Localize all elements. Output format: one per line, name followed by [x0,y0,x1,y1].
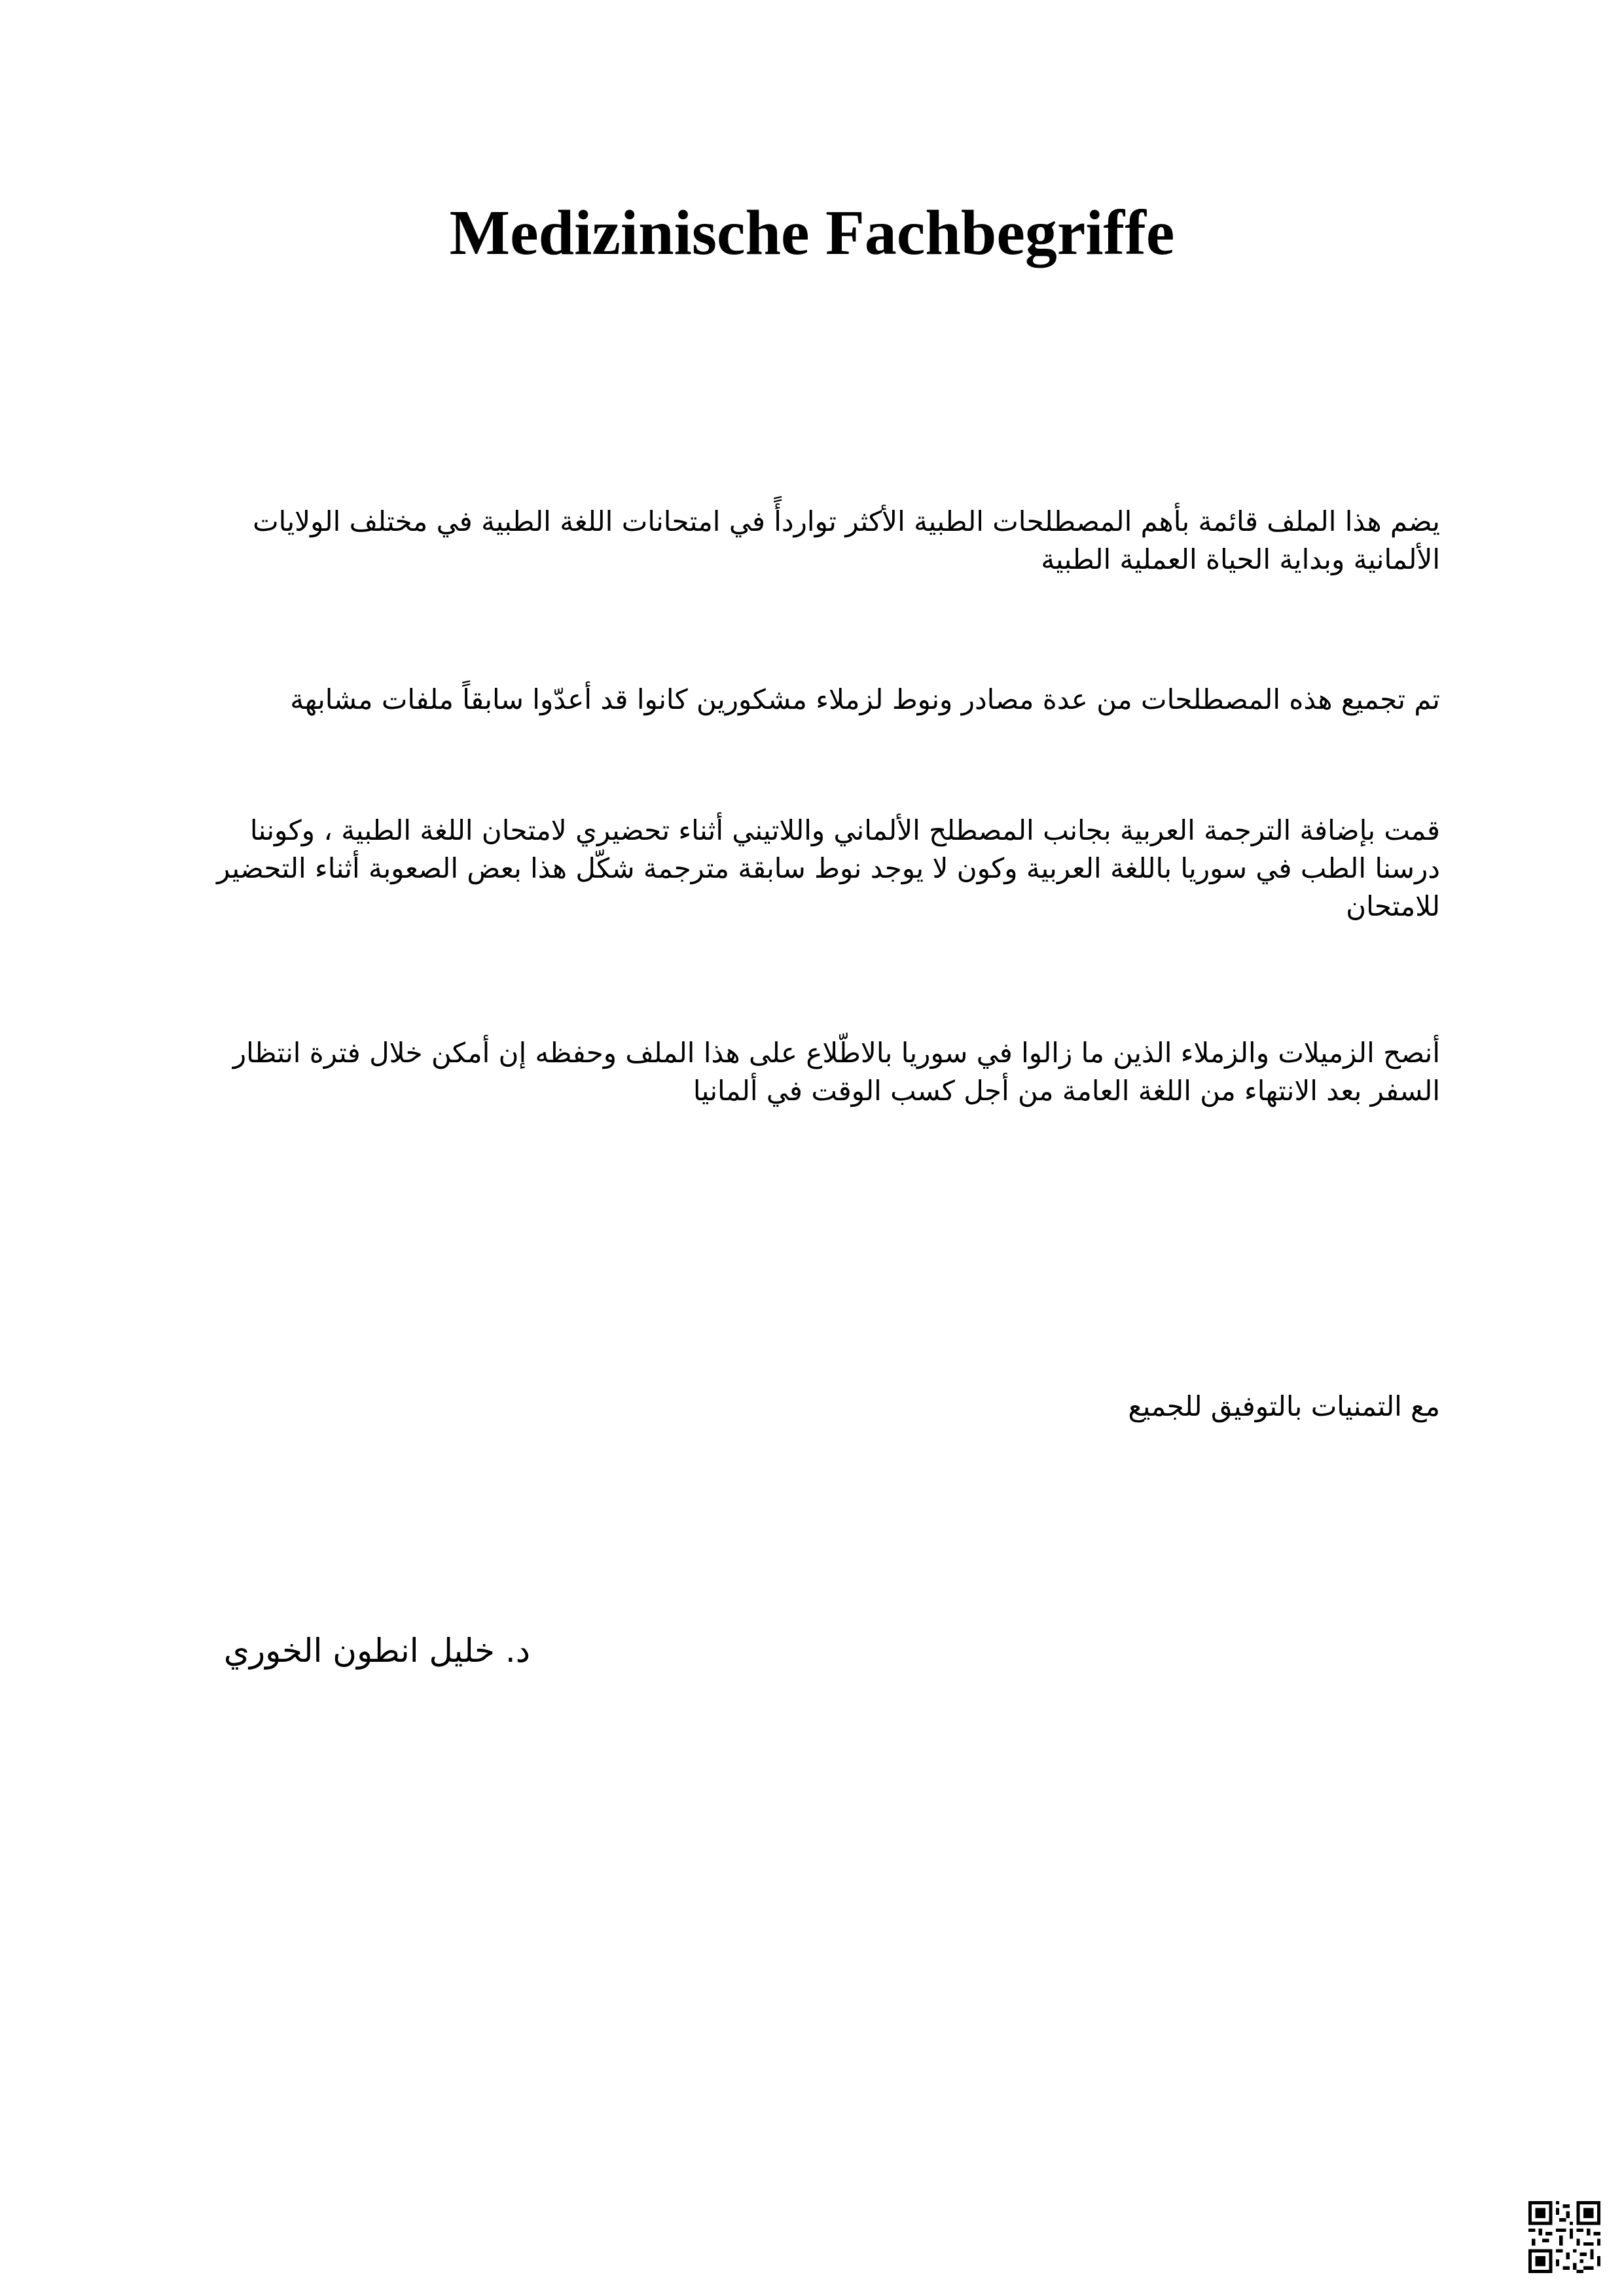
wishes-paragraph: مع التمنيات بالتوفيق للجميع [1128,1390,1440,1422]
translation-paragraph: قمت بإضافة الترجمة العربية بجانب المصطلح الألماني واللاتيني أثناء تحضيري لامتحان اللغة الطبية ، وكوننا درسنا الطب في سوريا باللغة العربية وكون لا يوجد نوط سابقة مترجمة شكّل هذا بعض الصعوبة أثناء التحضير للامتحان [217,814,1440,922]
advice-paragraph: أنصح الزميلات والزملاء الذين ما زالوا في سوريا بالاطّلاع على هذا الملف وحفظه إن أمكن خلال فترة انتظار السفر بعد الانتهاء من اللغة العامة من أجل كسب الوقت في ألمانيا [232,1037,1440,1107]
document-title: Medizinische Fachbegriffe [449,198,1175,268]
intro-paragraph: يضم هذا الملف قائمة بأهم المصطلحات الطبية الأكثر تواردأً في امتحانات اللغة الطبية في مختلف الولايات الألمانية وبداية الحياة العملية الطبية [253,505,1440,575]
author-signature: د. خليل انطون الخوري [223,1632,530,1670]
qr-code-icon [1528,2201,1600,2273]
sources-paragraph: تم تجميع هذه المصطلحات من عدة مصادر ونوط لزملاء مشكورين كانوا قد أعدّوا سابقاً ملفات مشابهة [290,683,1440,715]
